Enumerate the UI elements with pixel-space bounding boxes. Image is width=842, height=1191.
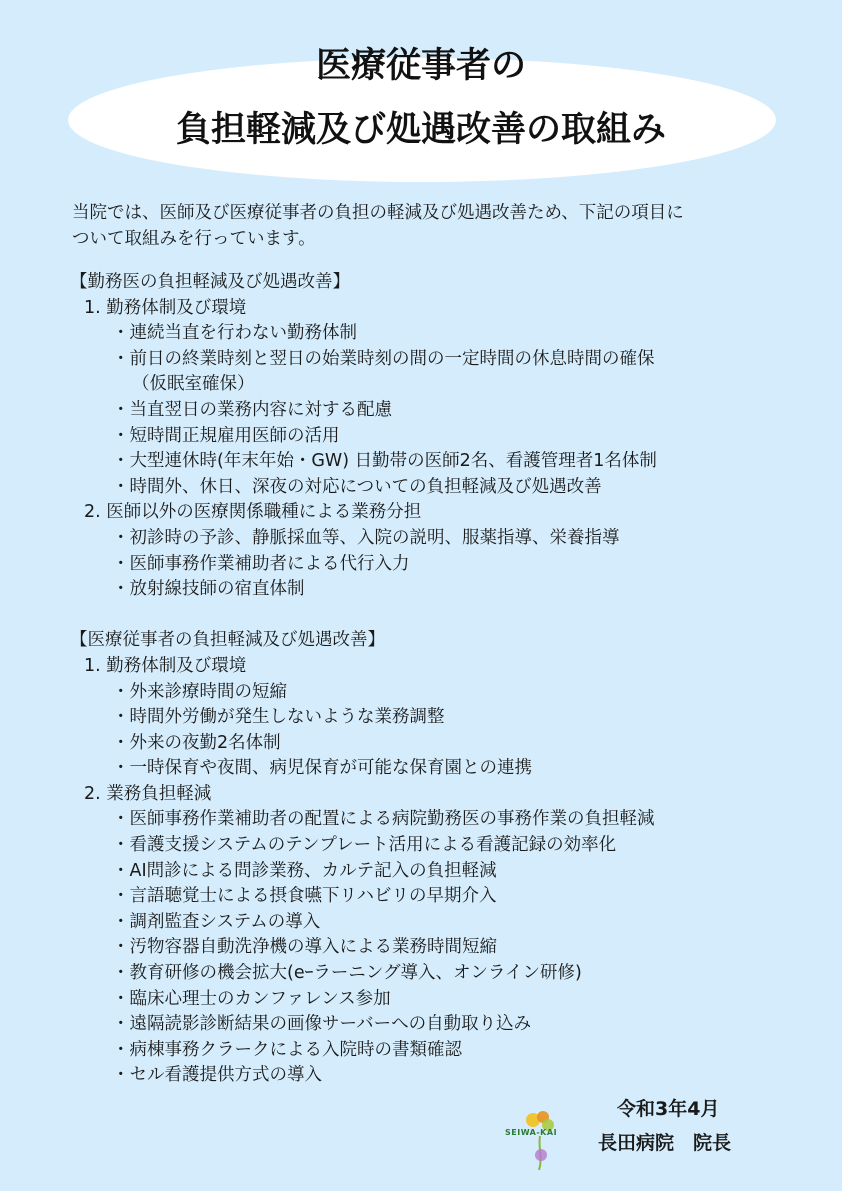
section-heading: 【勤務医の負担軽減及び処遇改善】 [70,272,350,292]
list-item: ・外来の夜勤2名体制 [112,732,281,753]
list-item: ・連続当直を行わない勤務体制 [112,323,357,344]
list-item: ・調剤監査システムの導入 [112,911,321,932]
content [70,270,810,1089]
footer-date: 令和3年4月 [617,1098,720,1120]
list-item: ・病棟事務クラークによる入院時の書類確認 [112,1039,462,1060]
logo-text: SEIWA-KAI [505,1128,558,1137]
group-title: 2. 医師以外の医療関係職種による業務分担 [84,502,422,523]
list-item: ・言語聴覚士による摂食嚥下リハビリの早期介入 [112,886,497,907]
list-item: ・汚物容器自動洗浄機の導入による業務時間短縮 [112,937,497,958]
list-item: ・前日の終業時刻と翌日の始業時刻の間の一定時間の休息時間の確保 [112,348,655,369]
list-item: ・看護支援システムのテンプレート活用による看護記録の効率化 [112,835,617,856]
list-item: ・当直翌日の業務内容に対する配慮 [112,399,392,420]
list-item: ・臨床心理士のカンファレンス参加 [112,988,391,1009]
group-title: 1. 勤務体制及び環境 [84,655,247,676]
group-title: 2. 業務負担軽減 [84,783,212,804]
list-item: ・外来診療時間の短縮 [112,681,287,702]
list-item: ・AI問診による問診業務、カルテ記入の負担軽減 [112,860,497,881]
list-item: ・放射線技師の宿直体制 [112,579,305,600]
list-item: ・医師事務作業補助者による代行入力 [112,553,410,574]
seiwakai-logo-icon [505,1108,575,1172]
intro-line: ついて取組みを行っています。 [72,229,316,249]
page-title-line2: 負担軽減及び処遇改善の取組み [175,110,666,150]
list-item: ・時間外、休日、深夜の対応についての負担軽減及び処遇改善 [112,476,602,497]
list-item-continuation: （仮眠室確保） [132,374,255,395]
intro-paragraph [72,200,792,252]
page-title-line1: 医療従事者の [315,46,526,86]
list-item: ・初診時の予診、静脈採血等、入院の説明、服薬指導、栄養指導 [112,527,620,548]
intro-line: 当院では、医師及び医療従事者の負担の軽減及び処遇改善ため、下記の項目に [72,203,684,223]
list-item: ・セル看護提供方式の導入 [112,1065,322,1086]
list-item: ・大型連休時(年末年始・GW) 日勤帯の医師2名、看護管理者1名体制 [112,451,657,472]
list-item: ・教育研修の機会拡大(eｰラーニング導入、オンライン研修) [112,963,582,984]
list-item: ・時間外労働が発生しないような業務調整 [112,707,445,728]
section-heading: 【医療従事者の負担軽減及び処遇改善】 [70,630,385,651]
group-title: 1. 勤務体制及び環境 [84,297,247,318]
list-item: ・医師事務作業補助者の配置による病院勤務医の事務作業の負担軽減 [112,809,655,830]
section-gap [70,603,810,629]
footer-signature: 長田病院 院長 [598,1132,732,1154]
list-item: ・短時間正規雇用医師の活用 [112,425,340,446]
list-item: ・一時保育や夜間、病児保育が可能な保育園との連携 [112,758,532,779]
list-item: ・遠隔読影診断結果の画像サーバーへの自動取り込み [112,1014,532,1035]
